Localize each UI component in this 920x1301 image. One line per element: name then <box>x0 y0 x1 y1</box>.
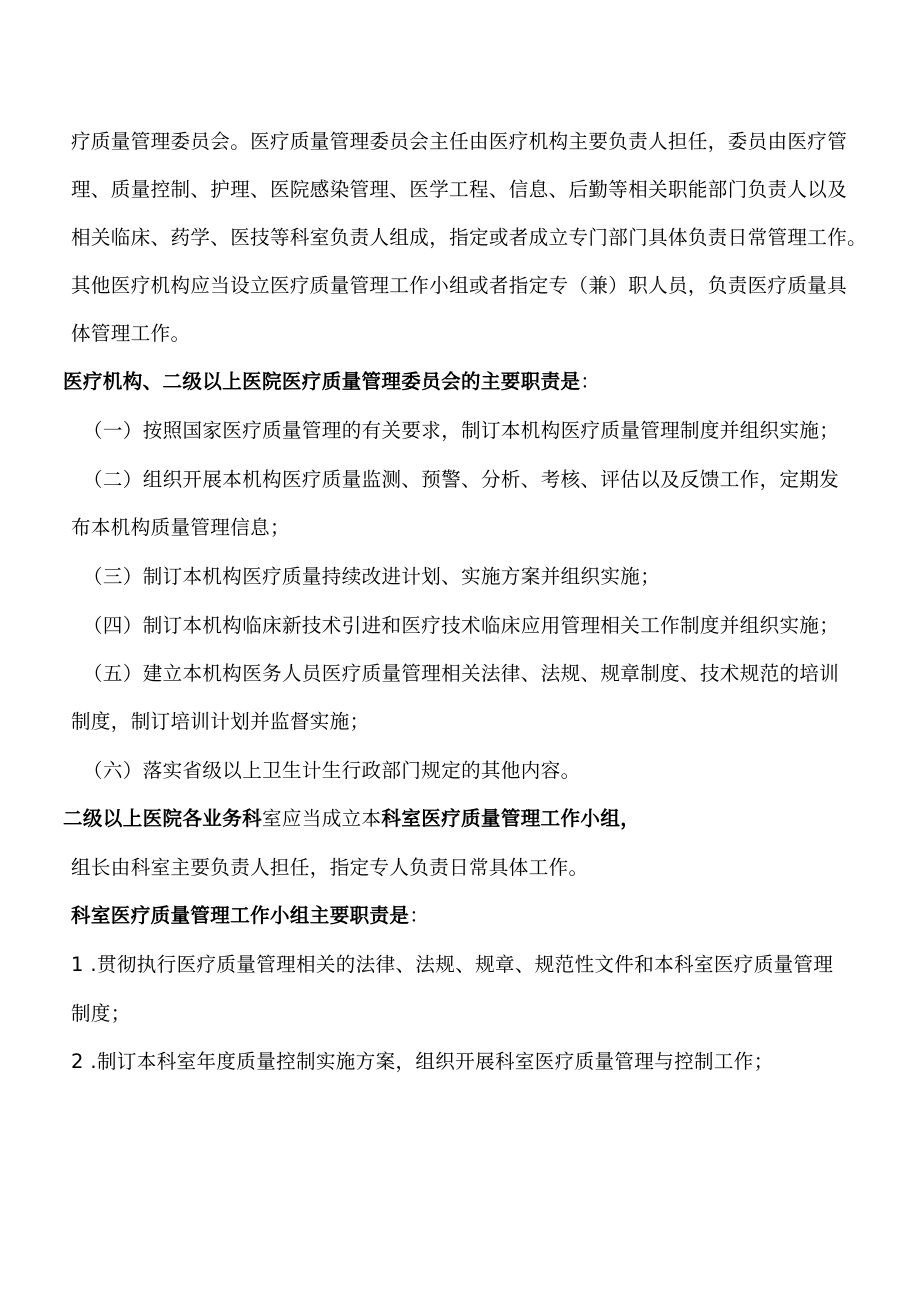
duty-item: （一）按照国家医疗质量管理的有关要求，制订本机构医疗质量管理制度并组织实施； <box>83 419 840 442</box>
duty-item: （五）建立本机构医务人员医疗质量管理相关法律、法规、规章制度、技术规范的培训 <box>83 662 840 685</box>
duty-item: （六）落实省级以上卫生计生行政部门规定的其他内容。 <box>83 759 581 782</box>
heading-colon: ： <box>409 904 430 927</box>
duty-item: （三）制订本机构医疗质量持续改进计划、实施方案并组织实施； <box>83 565 661 588</box>
heading-bold-start: 二级以上医院各业务科 <box>63 807 263 830</box>
section-heading <box>71 901 429 931</box>
duty-item: （二）组织开展本机构医疗质量监测、预警、分析、考核、评估以及反馈工作，定期发 <box>83 468 840 491</box>
heading-normal-mid: 室应当成立本 <box>262 807 382 830</box>
duty-item-continuation: 制度，制订培训计划并监督实施； <box>71 710 370 733</box>
numbered-item: 1 .贯彻执行医疗质量管理相关的法律、法规、规章、规范性文件和本科室医疗质量管理 <box>71 953 834 976</box>
paragraph-line: 组长由科室主要负责人担任，指定专人负责日常具体工作。 <box>71 856 589 879</box>
paragraph-line: 相关临床、药学、医技等科室负责人组成，指定或者成立专门部门具体负责日常管理工作。 <box>71 226 868 249</box>
numbered-item-continuation: 制度； <box>71 1002 131 1025</box>
heading-colon: ： <box>580 370 601 393</box>
section-heading-text: 科室医疗质量管理工作小组主要职责是 <box>71 904 410 927</box>
paragraph-line: 理、质量控制、护理、医院感染管理、医学工程、信息、后勤等相关职能部门负责人以及 <box>71 178 848 201</box>
section-heading <box>63 367 600 397</box>
duty-item-continuation: 布本机构质量管理信息； <box>71 516 290 539</box>
section-heading-text: 医疗机构、二级以上医院医疗质量管理委员会的主要职责是 <box>63 370 581 393</box>
paragraph-line: 疗质量管理委员会。医疗质量管理委员会主任由医疗机构主要负责人担任，委员由医疗管 <box>71 130 848 153</box>
paragraph-line: 体管理工作。 <box>71 322 191 345</box>
paragraph-line: 其他医疗机构应当设立医疗质量管理工作小组或者指定专（兼）职人员，负责医疗质量具 <box>71 274 848 297</box>
numbered-item: 2 .制订本科室年度质量控制实施方案，组织开展科室医疗质量管理与控制工作； <box>71 1050 774 1073</box>
duty-item: （四）制订本机构临床新技术引进和医疗技术临床应用管理相关工作制度并组织实施； <box>83 614 840 637</box>
heading-bold-end: 科室医疗质量管理工作小组， <box>381 807 641 830</box>
section-heading <box>63 804 640 834</box>
